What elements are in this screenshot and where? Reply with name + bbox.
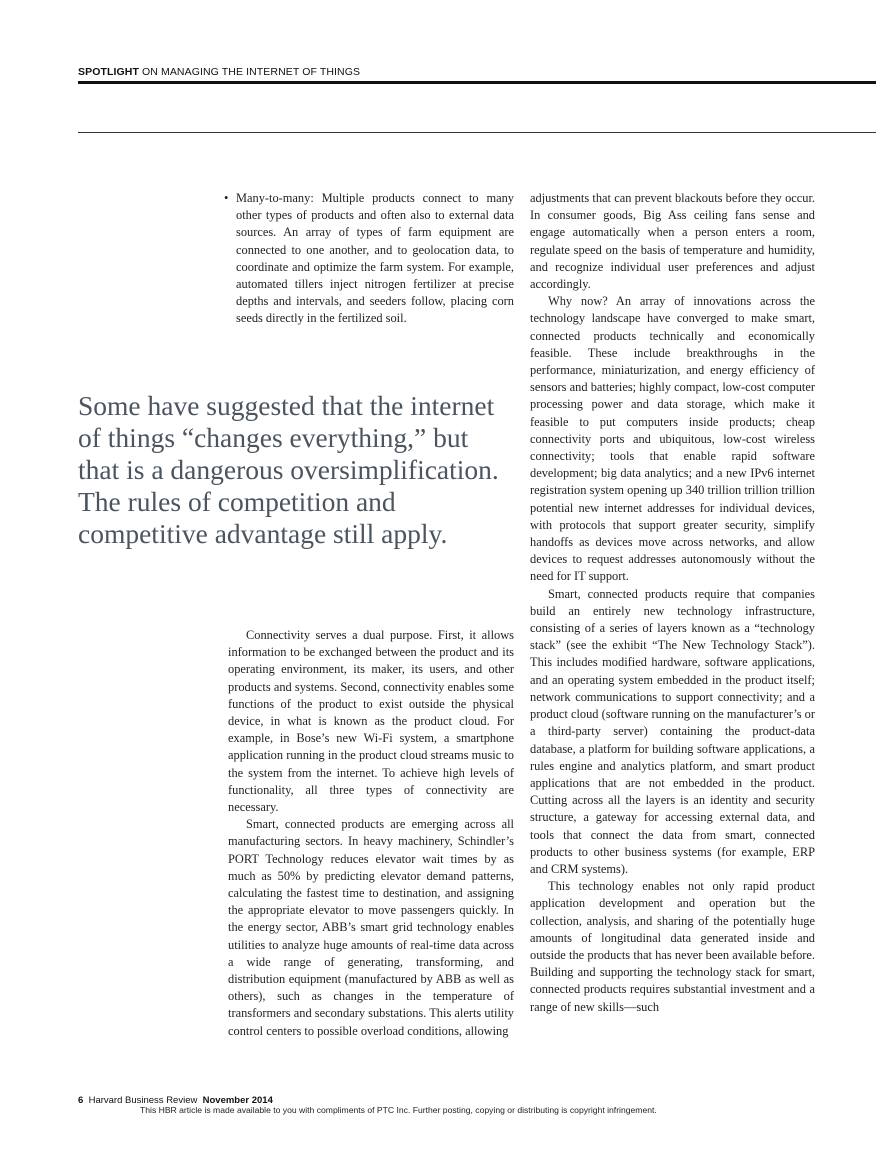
paragraph-connectivity: Connectivity serves a dual purpose. First, it allows information to be exchanged between the product and its operating environment, its maker, its users, and other products and systems. Second, connectivity enables some functions of the product to exist outside the physical device, in what is known as the product cloud. For example, in Bose’s new Wi-Fi system, a smartphone application running in the product cloud streams music to the system from the internet. To achieve high levels of functionality, all three types of connectivity are necessary. <box>228 628 514 815</box>
section-header <box>78 66 360 78</box>
right-column <box>530 190 815 1016</box>
bullet-list <box>224 190 514 328</box>
publication-date: November 2014 <box>202 1095 273 1106</box>
paragraph-technology-enables: This technology enables not only rapid product application development and operation but the collection, analysis, and sharing of the potentially huge amounts of longitudinal data generated inside and outside the products that has never been available before. Building and supporting the technology stack for smart, connected products requires substantial investment and a range of new skills—such <box>530 879 815 1014</box>
page-number: 6 <box>78 1095 84 1106</box>
bullet-marker: • <box>224 191 229 205</box>
header-rule <box>78 81 876 84</box>
paragraph-technology-stack: Smart, connected products require that companies build an entirely new technology infrastructure, consisting of a series of layers known as a “technology stack” (see the exhibit “The New Technology Stack”). This includes modified hardware, software applications, and an operating system embedded in the product itself; network communications to support connectivity; and a product cloud (software running on the manufacturer’s or a third-party server) containing the product-data database, a platform for building software applications, a rules engine and analytics platform, and smart product applications that are not embedded in the product. Cutting across all the layers is an identity and security structure, a gateway for accessing external data, and tools that connect the data from smart, connected products to other business systems (for example, ERP and CRM systems). <box>530 586 816 876</box>
left-column <box>228 627 514 1040</box>
section-header-bold: SPOTLIGHT <box>78 66 139 78</box>
section-header-rest: ON MANAGING THE INTERNET OF THINGS <box>138 66 361 78</box>
copyright-notice: This HBR article is made available to you with compliments of PTC Inc. Further posting, copying or distributing is copyright infringement. <box>140 1105 657 1115</box>
paragraph-why-now: Why now? An array of innovations across the technology landscape have converged to make smart, connected products technically and economically feasible. These include breakthroughs in the performance, miniaturization, and energy efficiency of sensors and batteries; highly compact, low-cost computer processing power and data storage, which make it feasible to put computers inside products; cheap connectivity ports and ubiquitous, low-cost wireless connectivity; tools that enable rapid software development; big data analytics; and a new IPv6 internet registration system opening up 340 trillion trillion trillion potential new internet addresses for individual devices, with protocols that support greater security, simplify handoffs as devices move across networks, and allow devices to request addresses autonomously without the need for IT support. <box>530 294 815 584</box>
bullet-text: Many-to-many: Multiple products connect to many other types of products and often also to external data sources. An array of types of farm equipment are connected to one another, and to geolocation data, to coordinate and optimize the farm system. For example, automated tillers inject nitrogen fertilizer at precise depths and intervals, and seeders follow, placing corn seeds directly in the fertilized soil. <box>236 191 514 326</box>
header-thin-rule <box>78 132 876 133</box>
pull-quote: Some have suggested that the internet of things “changes everything,” but that is a dangerous oversimplification. The rules of competition and competitive advantage still apply. <box>78 390 499 549</box>
publication-name: Harvard Business Review <box>88 1095 198 1106</box>
paragraph-continuation: adjustments that can prevent blackouts before they occur. In consumer goods, Big Ass ceiling fans sense and engage automatically when a person enters a room, regulate speed on the basis of temperature and humidity, and recognize individual user preferences and adjust accordingly. <box>530 191 815 292</box>
paragraph-emerging-products: Smart, connected products are emerging across all manufacturing sectors. In heavy machinery, Schindler’s PORT Technology reduces elevator wait times by as much as 50% by predicting elevator demand patterns, calculating the fastest time to destination, and assigning the appropriate elevator to move passengers quickly. In the energy sector, ABB’s smart grid technology enables utilities to analyze huge amounts of real-time data across a wide range of generating, transforming, and distribution equipment (manufactured by ABB as well as others), such as changes in the temperature of transformers and secondary substations. This alerts utility control centers to possible overload conditions, allowing <box>228 817 514 1038</box>
bullet-item-many-to-many <box>224 190 514 328</box>
